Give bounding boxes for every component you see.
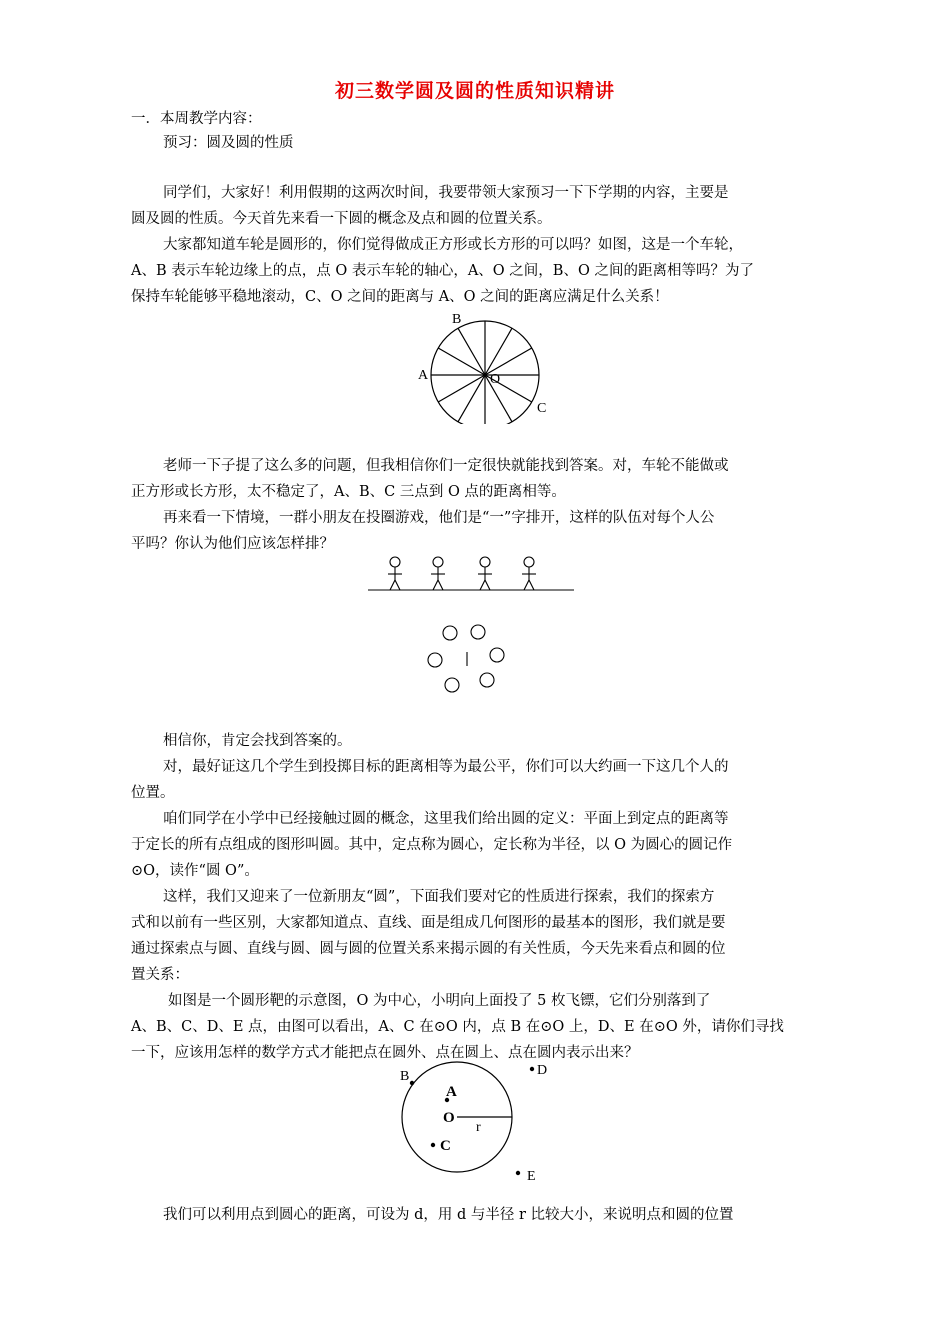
child-head [480,673,494,687]
paragraph-line: 通过探索点与圆、直线与圆、圆与圆的位置关系来揭示圆的有关性质，今天先来看点和圆的位 [131,941,726,957]
paragraph-line: 一下，应该用怎样的数学方式才能把点在圆外、点在圆上、点在圆内表示出来？ [131,1045,639,1061]
wheel-label-c: C [537,401,547,416]
paragraph-line: A、B 表示车轮边缘上的点，点 O 表示车轮的轴心，A、O 之间，B、O 之间的距离相等吗？为了 [131,263,754,279]
paragraph-line: 置关系： [131,967,189,983]
paragraph-line: 圆及圆的性质。今天首先来看一下圆的概念及点和圆的位置关系。 [131,211,552,227]
target-diagram [395,1058,555,1188]
target-label-b: B [400,1069,410,1084]
wheel-label-a: A [418,368,429,383]
child-figure [388,557,402,590]
wheel-label-o: O [490,372,501,387]
paragraph-line: 咱们同学在小学中已经接触过圆的概念，这里我们给出圆的定义：平面上到定点的距离等 [163,811,729,827]
wheel-spoke [438,348,485,375]
point-d [530,1067,534,1071]
child-head [445,678,459,692]
children-circle-diagram [420,618,515,698]
paragraph-line: 保持车轮能够平稳地滚动，C、O 之间的距离与 A、O 之间的距离应满足什么关系！ [131,289,669,305]
target-label-c: C [440,1138,451,1154]
wheel-spoke [458,328,485,375]
paragraph-line: 我们可以利用点到圆心的距离，可设为 d，用 d 与半径 r 比较大小，来说明点和圆的位置 [163,1207,734,1223]
paragraph-line: 式和以前有一些区别，大家都知道点、直线、面是组成几何图形的最基本的图形，我们就是要 [131,915,726,931]
child-head [490,648,504,662]
wheel-spoke [438,375,485,402]
paragraph-line: 老师一下子提了这么多的问题，但我相信你们一定很快就能找到答案。对，车轮不能做或 [163,458,729,474]
target-label-o: O [443,1110,455,1126]
child-figure [522,557,536,590]
paragraph-line: 相信你，肯定会找到答案的。 [163,733,352,749]
wheel-label-b: B [452,312,462,327]
wheel-spoke [458,375,485,422]
point-c [431,1143,435,1147]
section-heading: 一．本周教学内容： [131,111,262,127]
document-title: 初三数学圆及圆的性质知识精讲 [334,80,615,102]
target-label-e: E [527,1169,536,1184]
paragraph-line: 如图是一个圆形靶的示意图，O 为中心，小明向上面投了 5 枚飞镖，它们分别落到了 [168,993,711,1009]
point-b [410,1081,414,1085]
child-figure [478,557,492,590]
target-label-d: D [537,1063,548,1078]
children-line-diagram [364,552,578,596]
child-head [471,625,485,639]
target-label-a: A [446,1084,457,1100]
child-head [443,626,457,640]
point-e [516,1171,520,1175]
paragraph-line: ⊙O，读作“圆 O”。 [131,863,259,879]
paragraph-line: 同学们，大家好！利用假期的这两次时间，我要带领大家预习一下下学期的内容，主要是 [163,185,729,201]
paragraph-line: 这样，我们又迎来了一位新朋友“圆”，下面我们要对它的性质进行探索，我们的探索方 [163,889,715,905]
paragraph-line: 平吗？你认为他们应该怎样排？ [131,536,334,552]
paragraph-line: 位置。 [131,785,175,801]
target-label-r: r [476,1120,481,1135]
wheel-spoke [485,328,512,375]
paragraph-line: 对，最好证这几个学生到投掷目标的距离相等为最公平，你们可以大约画一下这几个人的 [163,759,729,775]
paragraph-line: 于定长的所有点组成的图形叫圆。其中，定点称为圆心，定长称为半径，以 O 为圆心的圆记作 [131,837,733,853]
child-figure [431,557,445,590]
paragraph-line: 大家都知道车轮是圆形的，你们觉得做成正方形或长方形的可以吗？如图，这是一个车轮， [163,237,743,253]
wheel-spoke [485,348,532,375]
preview-line: 预习：圆及圆的性质 [163,135,294,151]
paragraph-line: A、B、C、D、E 点，由图可以看出，A、C 在⊙O 内，点 B 在⊙O 上，D、E 在⊙O 外，请你们寻找 [131,1019,784,1035]
wheel-diagram [410,308,560,424]
paragraph-line: 再来看一下情境，一群小朋友在投圈游戏，他们是“一”字排开，这样的队伍对每个人公 [163,510,715,526]
child-head [428,653,442,667]
paragraph-line: 正方形或长方形，太不稳定了，A、B、C 三点到 O 点的距离相等。 [131,484,566,500]
